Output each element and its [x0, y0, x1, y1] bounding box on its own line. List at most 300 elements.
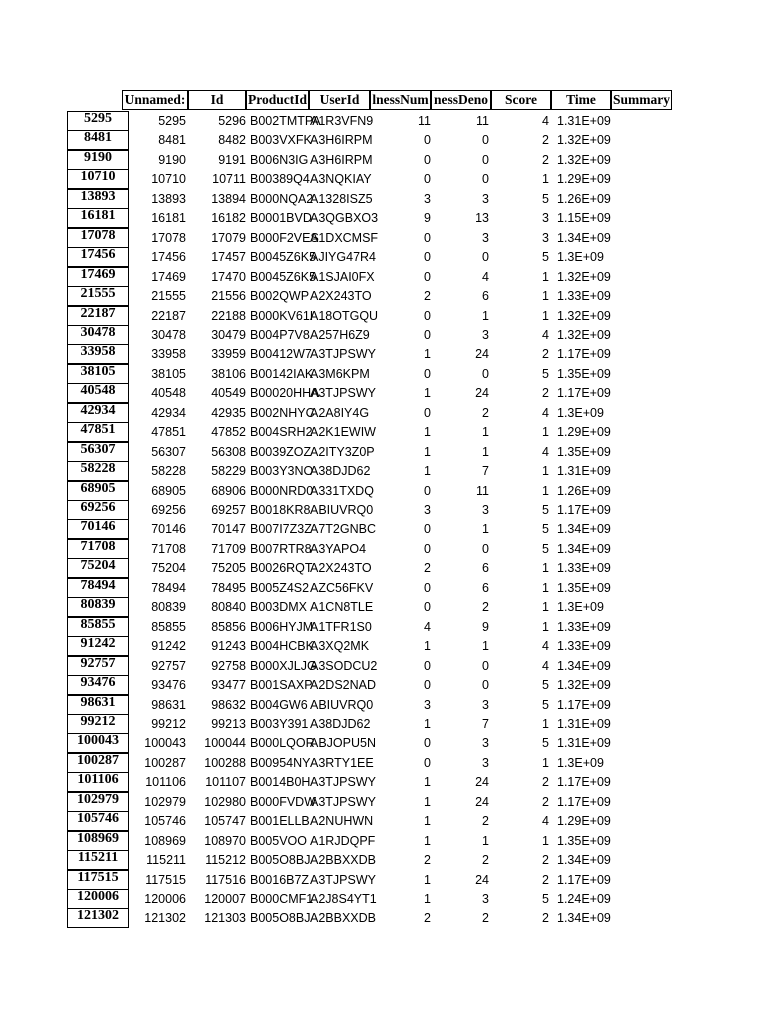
cell-userid: A1R3VFN9	[310, 114, 374, 128]
cell-userid: A2X243TO	[310, 561, 372, 575]
cell-userid: A2BBXXDB	[310, 853, 377, 867]
cell-time: 1.3E+09	[557, 250, 604, 264]
row-index: 115211	[67, 850, 129, 870]
cell-productid: B001ELLB	[250, 814, 310, 828]
cell-helpfulness-denominator: 13	[475, 211, 489, 225]
cell-unnamed: 33958	[151, 347, 186, 361]
cell-helpfulness-denominator: 2	[482, 853, 489, 867]
cell-score: 4	[542, 639, 549, 653]
cell-helpfulness-numerator: 0	[424, 678, 431, 692]
row-index: 38105	[67, 364, 129, 384]
cell-productid: B00412W7	[250, 347, 312, 361]
cell-score: 2	[542, 347, 549, 361]
row-index: 33958	[67, 344, 129, 364]
cell-userid: ABIUVRQ0	[310, 698, 374, 712]
cell-productid: B004P7V8	[250, 328, 310, 342]
cell-time: 1.31E+09	[557, 464, 611, 478]
cell-productid: B002NHYC	[250, 406, 315, 420]
cell-userid: A1CN8TLE	[310, 600, 374, 614]
cell-unnamed: 101106	[145, 775, 186, 789]
cell-time: 1.17E+09	[557, 503, 611, 517]
cell-unnamed: 47851	[151, 425, 186, 439]
cell-productid: B00020HHA	[250, 386, 320, 400]
cell-id: 98632	[211, 698, 246, 712]
cell-userid: A2K1EWIW	[310, 425, 376, 439]
cell-time: 1.31E+09	[557, 736, 611, 750]
cell-helpfulness-numerator: 2	[424, 289, 431, 303]
cell-score: 4	[542, 814, 549, 828]
cell-score: 2	[542, 153, 549, 167]
cell-helpfulness-denominator: 3	[482, 328, 489, 342]
cell-userid: A1SJAI0FX	[310, 270, 375, 284]
cell-helpfulness-denominator: 4	[482, 270, 489, 284]
cell-productid: B00954NY	[250, 756, 311, 770]
cell-helpfulness-denominator: 6	[482, 289, 489, 303]
header-helpfulness-numerator: lnessNum	[370, 90, 431, 110]
cell-helpfulness-numerator: 11	[418, 114, 431, 128]
cell-productid: B002TMTPA	[250, 114, 321, 128]
cell-userid: A3TJPSWY	[310, 873, 376, 887]
cell-score: 2	[542, 911, 549, 925]
cell-score: 1	[542, 484, 549, 498]
cell-score: 1	[542, 464, 549, 478]
cell-score: 5	[542, 678, 549, 692]
cell-helpfulness-denominator: 1	[482, 309, 489, 323]
cell-id: 33959	[211, 347, 246, 361]
cell-helpfulness-numerator: 1	[424, 386, 431, 400]
row-index: 80839	[67, 597, 129, 617]
cell-productid: B0018KR8	[250, 503, 311, 517]
cell-helpfulness-numerator: 0	[424, 153, 431, 167]
cell-productid: B000KV61I	[250, 309, 314, 323]
cell-userid: AJIYG47R4	[310, 250, 377, 264]
cell-productid: B001SAXP	[250, 678, 313, 692]
cell-userid: A3XQ2MK	[310, 639, 370, 653]
cell-helpfulness-numerator: 0	[424, 756, 431, 770]
cell-helpfulness-numerator: 1	[424, 347, 431, 361]
cell-id: 58229	[211, 464, 246, 478]
cell-productid: B000NRD0	[250, 484, 314, 498]
cell-helpfulness-denominator: 0	[482, 172, 489, 186]
header-userid: UserId	[309, 90, 370, 110]
cell-score: 2	[542, 795, 549, 809]
cell-score: 4	[542, 445, 549, 459]
cell-id: 80840	[211, 600, 246, 614]
cell-unnamed: 100287	[144, 756, 186, 770]
cell-time: 1.32E+09	[557, 678, 611, 692]
cell-time: 1.33E+09	[557, 561, 611, 575]
cell-score: 2	[542, 133, 549, 147]
cell-id: 21556	[211, 289, 246, 303]
cell-productid: B003Y3NO	[250, 464, 314, 478]
cell-id: 99213	[211, 717, 246, 731]
cell-userid: A3SODCU2	[310, 659, 378, 673]
cell-helpfulness-numerator: 0	[424, 328, 431, 342]
cell-time: 1.32E+09	[557, 328, 611, 342]
cell-productid: B006N3IG	[250, 153, 309, 167]
cell-id: 121303	[204, 911, 246, 925]
cell-helpfulness-numerator: 2	[424, 561, 431, 575]
cell-unnamed: 91242	[151, 639, 186, 653]
cell-id: 9191	[218, 153, 246, 167]
cell-helpfulness-denominator: 3	[482, 231, 489, 245]
header-summary: Summary	[611, 90, 672, 110]
cell-time: 1.29E+09	[557, 425, 611, 439]
row-index: 99212	[67, 714, 129, 734]
cell-helpfulness-numerator: 0	[424, 172, 431, 186]
row-index: 100287	[67, 753, 129, 773]
cell-helpfulness-denominator: 2	[482, 600, 489, 614]
row-index: 21555	[67, 286, 129, 306]
cell-time: 1.35E+09	[557, 581, 611, 595]
cell-userid: A3H6IRPM	[310, 153, 373, 167]
cell-productid: B00142IAK	[250, 367, 314, 381]
cell-productid: B000NQA2	[250, 192, 314, 206]
cell-userid: A3H6IRPM	[310, 133, 373, 147]
cell-helpfulness-numerator: 0	[424, 736, 431, 750]
cell-helpfulness-denominator: 11	[476, 114, 489, 128]
row-index: 17456	[67, 247, 129, 267]
cell-productid: B007I7Z3Z	[250, 522, 312, 536]
cell-unnamed: 38105	[151, 367, 186, 381]
header-productid: ProductId	[246, 90, 309, 110]
cell-score: 1	[542, 561, 549, 575]
cell-productid: B005O8BJ	[250, 911, 311, 925]
cell-score: 1	[542, 834, 549, 848]
cell-unnamed: 42934	[151, 406, 186, 420]
cell-id: 100288	[204, 756, 246, 770]
row-index: 98631	[67, 695, 129, 715]
cell-time: 1.3E+09	[557, 756, 604, 770]
cell-id: 92758	[211, 659, 246, 673]
cell-helpfulness-numerator: 0	[424, 600, 431, 614]
cell-time: 1.33E+09	[557, 639, 611, 653]
cell-time: 1.31E+09	[557, 717, 611, 731]
cell-helpfulness-denominator: 24	[475, 347, 489, 361]
cell-helpfulness-denominator: 24	[475, 386, 489, 400]
cell-score: 5	[542, 522, 549, 536]
cell-score: 2	[542, 853, 549, 867]
cell-helpfulness-denominator: 24	[475, 873, 489, 887]
cell-score: 5	[542, 250, 549, 264]
cell-score: 2	[542, 775, 549, 789]
cell-unnamed: 21555	[151, 289, 186, 303]
cell-helpfulness-denominator: 0	[482, 367, 489, 381]
cell-unnamed: 92757	[151, 659, 186, 673]
cell-helpfulness-numerator: 1	[424, 892, 431, 906]
cell-helpfulness-denominator: 3	[482, 503, 489, 517]
cell-score: 1	[542, 717, 549, 731]
cell-unnamed: 102979	[144, 795, 186, 809]
cell-userid: A3TJPSWY	[310, 795, 376, 809]
cell-time: 1.29E+09	[557, 814, 611, 828]
cell-helpfulness-numerator: 1	[424, 717, 431, 731]
cell-productid: B005VOO	[250, 834, 307, 848]
cell-unnamed: 98631	[151, 698, 186, 712]
cell-unnamed: 85855	[151, 620, 186, 634]
cell-unnamed: 40548	[151, 386, 186, 400]
cell-score: 4	[542, 328, 549, 342]
cell-score: 5	[542, 367, 549, 381]
row-index: 70146	[67, 519, 129, 539]
cell-unnamed: 22187	[151, 309, 186, 323]
cell-unnamed: 78494	[151, 581, 186, 595]
cell-userid: A3M6KPM	[310, 367, 370, 381]
cell-id: 101107	[205, 775, 246, 789]
cell-time: 1.34E+09	[557, 542, 611, 556]
cell-score: 2	[542, 386, 549, 400]
cell-productid: B003VXFK	[250, 133, 312, 147]
cell-time: 1.35E+09	[557, 445, 611, 459]
cell-unnamed: 105746	[144, 814, 186, 828]
cell-score: 2	[542, 873, 549, 887]
header-score: Score	[491, 90, 551, 110]
cell-helpfulness-numerator: 1	[424, 775, 431, 789]
cell-id: 16182	[211, 211, 246, 225]
cell-helpfulness-numerator: 0	[424, 484, 431, 498]
cell-helpfulness-numerator: 3	[424, 503, 431, 517]
cell-userid: A7T2GNBC	[310, 522, 376, 536]
cell-helpfulness-denominator: 0	[482, 250, 489, 264]
cell-score: 5	[542, 698, 549, 712]
cell-helpfulness-denominator: 6	[482, 561, 489, 575]
cell-productid: B004SRH2	[250, 425, 313, 439]
cell-time: 1.34E+09	[557, 231, 611, 245]
cell-score: 3	[542, 211, 549, 225]
cell-helpfulness-numerator: 0	[424, 581, 431, 595]
cell-score: 5	[542, 503, 549, 517]
cell-time: 1.17E+09	[557, 795, 611, 809]
cell-userid: A2DS2NAD	[310, 678, 376, 692]
row-index: 16181	[67, 208, 129, 228]
cell-userid: A1RJDQPF	[310, 834, 376, 848]
cell-helpfulness-numerator: 0	[424, 522, 431, 536]
row-index: 17078	[67, 228, 129, 248]
cell-helpfulness-numerator: 0	[424, 659, 431, 673]
cell-time: 1.35E+09	[557, 834, 611, 848]
cell-productid: B0045Z6K5	[250, 250, 317, 264]
cell-helpfulness-denominator: 1	[482, 834, 489, 848]
cell-id: 75205	[211, 561, 246, 575]
row-index: 30478	[67, 325, 129, 345]
cell-userid: A1DXCMSF	[310, 231, 379, 245]
cell-id: 38106	[211, 367, 246, 381]
cell-userid: A257H6Z9	[310, 328, 370, 342]
header-unnamed: Unnamed:	[122, 90, 188, 110]
cell-score: 1	[542, 425, 549, 439]
cell-time: 1.17E+09	[557, 386, 611, 400]
cell-userid: A2J8S4YT1	[310, 892, 377, 906]
cell-helpfulness-denominator: 3	[482, 698, 489, 712]
cell-score: 5	[542, 542, 549, 556]
cell-unnamed: 9190	[158, 153, 186, 167]
cell-productid: B0026RQT	[250, 561, 313, 575]
row-index: 69256	[67, 500, 129, 520]
cell-productid: B004HCBK	[250, 639, 314, 653]
row-index: 105746	[67, 811, 129, 831]
row-index: 10710	[67, 169, 129, 189]
cell-helpfulness-numerator: 9	[424, 211, 431, 225]
row-index: 56307	[67, 442, 129, 462]
cell-id: 78495	[211, 581, 246, 595]
cell-userid: A38DJD62	[310, 464, 371, 478]
cell-helpfulness-denominator: 7	[482, 464, 489, 478]
row-index: 78494	[67, 578, 129, 598]
cell-productid: B000XJLJG	[250, 659, 317, 673]
cell-helpfulness-denominator: 2	[482, 406, 489, 420]
cell-id: 70147	[211, 522, 246, 536]
cell-userid: ABIUVRQ0	[310, 503, 374, 517]
cell-helpfulness-numerator: 0	[424, 542, 431, 556]
cell-unnamed: 93476	[151, 678, 186, 692]
cell-id: 108970	[204, 834, 246, 848]
cell-time: 1.3E+09	[557, 406, 604, 420]
cell-userid: A2ITY3Z0P	[310, 445, 375, 459]
cell-userid: A2A8IY4G	[310, 406, 370, 420]
cell-productid: B0045Z6K5	[250, 270, 317, 284]
cell-time: 1.17E+09	[557, 775, 611, 789]
row-index: 42934	[67, 403, 129, 423]
cell-unnamed: 108969	[144, 834, 186, 848]
cell-unnamed: 13893	[151, 192, 186, 206]
cell-userid: A2NUHWN	[310, 814, 374, 828]
row-index: 9190	[67, 150, 129, 170]
cell-score: 4	[542, 406, 549, 420]
cell-productid: B0014B0H	[250, 775, 311, 789]
row-index: 58228	[67, 461, 129, 481]
cell-score: 1	[542, 581, 549, 595]
cell-productid: B0016B7Z	[250, 873, 310, 887]
cell-helpfulness-denominator: 1	[482, 445, 489, 459]
cell-helpfulness-numerator: 1	[424, 795, 431, 809]
cell-helpfulness-numerator: 0	[424, 250, 431, 264]
cell-userid: A3NQKIAY	[310, 172, 372, 186]
cell-unnamed: 70146	[151, 522, 186, 536]
row-index: 91242	[67, 636, 129, 656]
cell-helpfulness-numerator: 0	[424, 270, 431, 284]
cell-unnamed: 69256	[151, 503, 186, 517]
cell-id: 93477	[211, 678, 246, 692]
cell-helpfulness-numerator: 0	[424, 309, 431, 323]
cell-unnamed: 117515	[145, 873, 186, 887]
cell-productid: B00389Q4	[250, 172, 310, 186]
cell-helpfulness-denominator: 1	[482, 425, 489, 439]
cell-time: 1.33E+09	[557, 289, 611, 303]
cell-id: 71709	[211, 542, 246, 556]
cell-score: 1	[542, 756, 549, 770]
cell-userid: A3RTY1EE	[310, 756, 374, 770]
cell-time: 1.17E+09	[557, 873, 611, 887]
cell-helpfulness-numerator: 1	[424, 834, 431, 848]
cell-unnamed: 10710	[151, 172, 186, 186]
cell-helpfulness-denominator: 1	[482, 522, 489, 536]
cell-score: 1	[542, 600, 549, 614]
cell-score: 1	[542, 620, 549, 634]
cell-score: 1	[542, 289, 549, 303]
cell-time: 1.34E+09	[557, 522, 611, 536]
cell-id: 69257	[211, 503, 246, 517]
cell-userid: A1328ISZ5	[310, 192, 373, 206]
cell-id: 17079	[211, 231, 246, 245]
row-index: 101106	[67, 772, 129, 792]
cell-id: 10711	[212, 172, 246, 186]
cell-helpfulness-denominator: 0	[482, 659, 489, 673]
cell-unnamed: 115211	[146, 853, 186, 867]
row-index: 71708	[67, 539, 129, 559]
cell-unnamed: 68905	[151, 484, 186, 498]
cell-helpfulness-denominator: 6	[482, 581, 489, 595]
cell-productid: B0039ZOZ	[250, 445, 312, 459]
cell-userid: A1TFR1S0	[310, 620, 372, 634]
cell-id: 17457	[211, 250, 246, 264]
cell-unnamed: 80839	[151, 600, 186, 614]
cell-score: 1	[542, 309, 549, 323]
cell-unnamed: 71708	[151, 542, 186, 556]
row-index: 22187	[67, 306, 129, 326]
cell-unnamed: 17469	[151, 270, 186, 284]
row-index: 121302	[67, 908, 129, 928]
row-index: 13893	[67, 189, 129, 209]
cell-unnamed: 58228	[151, 464, 186, 478]
cell-time: 1.34E+09	[557, 853, 611, 867]
cell-helpfulness-denominator: 3	[482, 756, 489, 770]
cell-id: 68906	[211, 484, 246, 498]
cell-id: 117516	[205, 873, 246, 887]
cell-unnamed: 16181	[151, 211, 186, 225]
cell-userid: AZC56FKV	[310, 581, 374, 595]
cell-helpfulness-numerator: 2	[424, 911, 431, 925]
cell-id: 85856	[211, 620, 246, 634]
cell-userid: ABJOPU5N	[310, 736, 376, 750]
cell-helpfulness-denominator: 0	[482, 678, 489, 692]
cell-productid: B005O8BJ	[250, 853, 311, 867]
cell-productid: B004GW6	[250, 698, 308, 712]
row-index: 93476	[67, 675, 129, 695]
cell-helpfulness-numerator: 3	[424, 192, 431, 206]
cell-helpfulness-numerator: 0	[424, 231, 431, 245]
row-index: 5295	[67, 111, 129, 131]
cell-time: 1.29E+09	[557, 172, 611, 186]
header-id: Id	[188, 90, 246, 110]
cell-time: 1.34E+09	[557, 659, 611, 673]
cell-unnamed: 8481	[158, 133, 186, 147]
cell-productid: B000LQOR	[250, 736, 315, 750]
cell-productid: B000CMF1	[250, 892, 314, 906]
cell-helpfulness-numerator: 4	[424, 620, 431, 634]
cell-time: 1.35E+09	[557, 367, 611, 381]
cell-helpfulness-denominator: 0	[482, 133, 489, 147]
cell-id: 8482	[218, 133, 246, 147]
cell-time: 1.32E+09	[557, 133, 611, 147]
cell-userid: A2X243TO	[310, 289, 372, 303]
cell-time: 1.17E+09	[557, 698, 611, 712]
cell-helpfulness-numerator: 0	[424, 133, 431, 147]
cell-helpfulness-numerator: 3	[424, 698, 431, 712]
cell-helpfulness-numerator: 1	[424, 873, 431, 887]
row-index: 117515	[67, 870, 129, 890]
cell-productid: B003DMX	[250, 600, 307, 614]
cell-time: 1.3E+09	[557, 600, 604, 614]
cell-id: 13894	[211, 192, 246, 206]
cell-unnamed: 100043	[144, 736, 186, 750]
cell-unnamed: 17078	[151, 231, 186, 245]
cell-userid: A3TJPSWY	[310, 386, 376, 400]
cell-helpfulness-numerator: 1	[424, 425, 431, 439]
cell-id: 115212	[205, 853, 246, 867]
cell-time: 1.32E+09	[557, 309, 611, 323]
cell-helpfulness-denominator: 3	[482, 892, 489, 906]
cell-unnamed: 120006	[144, 892, 186, 906]
